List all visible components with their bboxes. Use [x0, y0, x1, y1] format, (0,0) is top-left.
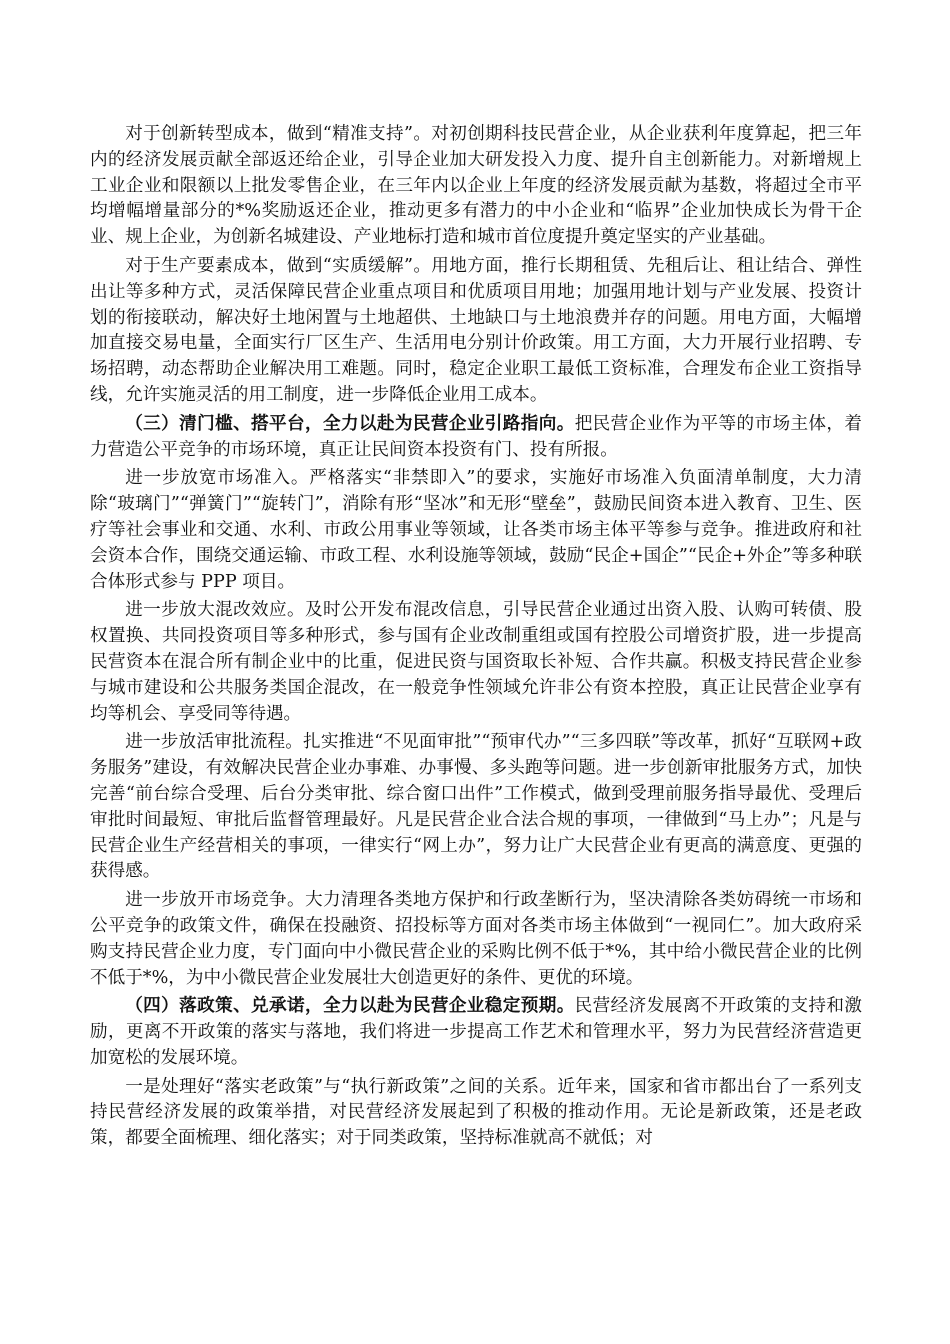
paragraph-policy	[90, 1075, 862, 1152]
paragraph-2	[90, 254, 862, 409]
paragraph-policy-text: 一是处理好“落实老政策”与“执行新政策”之间的关系。近年来，国家和省市都出台了一系列支持民营经济发展的政策举措，对民营经济发展起到了积极的推动作用。无论是新政策，还是老政策，都要全面梳理、细化落实；对于同类政策，坚持标准就高不就低；对	[90, 1076, 862, 1149]
paragraph-2-text: 对于生产要素成本，做到“实质缓解”。用地方面，推行长期租赁、先租后让、租让结合、弹性出让等多种方式，灵活保障民营企业重点项目和优质项目用地；加强用地计划与产业发展、投资计划的衔接联动，解决好土地闲置与土地超供、土地缺口与土地浪费并存的问题。用电方面，大幅增加直接交易电量，全面实行厂区生产、生活用电分别计价政策。用工方面，大力开展行业招聘、专场招聘，动态帮助企业解决用工难题。同时，稳定企业职工最低工资标准，合理发布企业工资指导线，允许实施灵活的用工制度，进一步降低企业用工成本。	[90, 255, 862, 405]
paragraph-approval-text: 进一步放活审批流程。扎实推进“不见面审批”“预审代办”“三多四联”等改革，抓好“互联网+政务服务”建设，有效解决民营企业办事难、办事慢、多头跑等问题。进一步创新审批服务方式，加快完善“前台综合受理、后台分类审批、综合窗口出件”工作模式，做到受理前服务指导最优、受理后审批时间最短、审批后监督管理最好。凡是民营企业合法合规的事项，一律做到“马上办”；凡是与民营企业生产经营相关的事项，一律实行“网上办”，努力让广大民营企业有更高的满意度、更强的获得感。	[90, 732, 862, 882]
section-4-heading: （四）落政策、兑承诺，全力以赴为民营企业稳定预期。	[125, 996, 575, 1017]
paragraph-competition-text: 进一步放开市场竞争。大力清理各类地方保护和行政垄断行为，坚决清除各类妨碍统一市场和公平竞争的政策文件，确保在投融资、招投标等方面对各类市场主体做到“一视同仁”。加大政府采购支持民营企业力度，专门面向中小微民营企业的采购比例不低于*%，其中给小微民营企业的比例不低于*%，为中小微民营企业发展壮大创造更好的条件、更优的环境。	[90, 890, 862, 988]
paragraph-approval	[90, 730, 862, 885]
paragraph-market-access	[90, 466, 862, 595]
section-3-heading: （三）清门槛、搭平台，全力以赴为民营企业引路指向。	[125, 413, 575, 434]
section-4-paragraph	[90, 994, 862, 1071]
section-3-paragraph	[90, 412, 862, 464]
document-body	[90, 122, 862, 1155]
section-4-text: 民营经济发展离不开政策的支持和激励，更离不开政策的落实与落地，我们将进一步提高工作艺术和管理水平，努力为民营经济营造更加宽松的发展环境。	[90, 996, 862, 1068]
paragraph-competition	[90, 888, 862, 991]
paragraph-market-access-text: 进一步放宽市场准入。严格落实“非禁即入”的要求，实施好市场准入负面清单制度，大力清除“玻璃门”“弹簧门”“旋转门”，消除有形“坚冰”和无形“壁垒”，鼓励民间资本进入教育、卫生、医疗等社会事业和交通、水利、市政公用事业等领域，让各类市场主体平等参与竞争。推进政府和社会资本合作，围绕交通运输、市政工程、水利设施等领域，鼓励“民企+国企”“民企+外企”等多种联合体形式参与 PPP 项目。	[90, 468, 862, 592]
section-3-text: 把民营企业作为平等的市场主体，着力营造公平竞争的市场环境，真正让民间资本投资有门、投有所报。	[90, 413, 862, 460]
paragraph-1-text: 对于创新转型成本，做到“精准支持”。对初创期科技民营企业，从企业获利年度算起，把三年内的经济发展贡献全部返还给企业，引导企业加大研发投入力度、提升自主创新能力。对新增规上工业企业和限额以上批发零售企业，在三年内以企业上年度的经济发展贡献为基数，将超过全市平均增幅增量部分的*%奖励返还企业，推动更多有潜力的中小企业和“临界”企业加快成长为骨干企业、规上企业，为创新名城建设、产业地标打造和城市首位度提升奠定坚实的产业基础。	[90, 124, 862, 248]
paragraph-mixed-reform-text: 进一步放大混改效应。及时公开发布混改信息，引导民营企业通过出资入股、认购可转债、股权置换、共同投资项目等多种形式，参与国有企业改制重组或国有控股公司增资扩股，进一步提高民营资本在混合所有制企业中的比重，促进民资与国资取长补短、合作共赢。积极支持民营企业参与城市建设和公共服务类国企混改，在一般竞争性领域允许非公有资本控股，真正让民营企业享有均等机会、享受同等待遇。	[90, 600, 862, 724]
paragraph-mixed-reform	[90, 598, 862, 727]
paragraph-1	[90, 122, 862, 251]
